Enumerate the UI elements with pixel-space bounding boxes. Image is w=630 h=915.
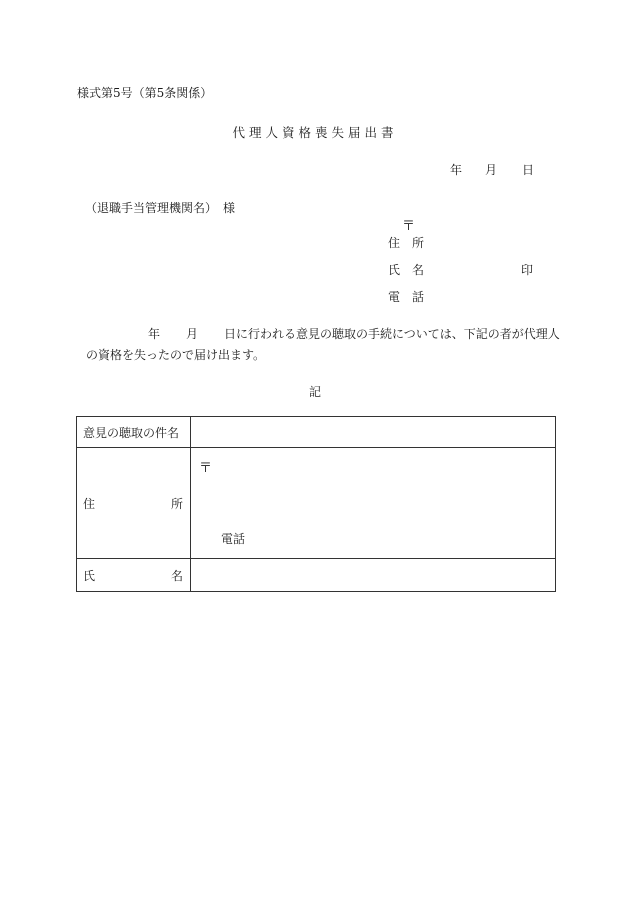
name-label-2: 名 (170, 568, 183, 583)
body-year: 年 (148, 327, 161, 341)
case-name-field[interactable] (191, 417, 556, 448)
date-day: 日 (522, 163, 535, 177)
applicant-name-label: 氏名 (388, 263, 437, 277)
body-paragraph (86, 324, 561, 366)
address-label-2: 所 (170, 496, 183, 511)
form-number: 様式第5号（第5条関係） (77, 86, 213, 100)
name-label-1: 氏 (83, 568, 96, 583)
applicant-block (388, 217, 534, 315)
date-month: 月 (485, 163, 498, 177)
body-text: 日に行われる意見の聴取の手続については、下記の者が代理人の資格を失ったので届け出ます。 (86, 327, 560, 362)
table-row (77, 417, 556, 448)
name-field[interactable] (191, 559, 556, 592)
applicant-address-label: 住所 (388, 236, 437, 250)
postal-mark: 〒 (402, 219, 416, 234)
document-title: 代理人資格喪失届出書 (232, 125, 398, 140)
detail-table (76, 416, 556, 592)
address-field[interactable] (191, 448, 556, 559)
date-year: 年 (450, 163, 463, 177)
body-month: 月 (186, 327, 199, 341)
table-phone-label: 電話 (221, 532, 246, 546)
seal-mark: 印 (521, 263, 534, 277)
case-name-label: 意見の聴取の件名 (77, 417, 191, 448)
table-postal-mark: 〒 (199, 461, 213, 476)
addressee: （退職手当管理機関名） 様 (85, 201, 236, 215)
name-label (77, 559, 191, 592)
address-label (77, 448, 191, 559)
table-row (77, 448, 556, 559)
ki-heading: 記 (308, 385, 321, 399)
table-row (77, 559, 556, 592)
address-label-1: 住 (83, 496, 96, 511)
applicant-phone-label: 電話 (388, 290, 437, 304)
date-line (450, 161, 534, 178)
